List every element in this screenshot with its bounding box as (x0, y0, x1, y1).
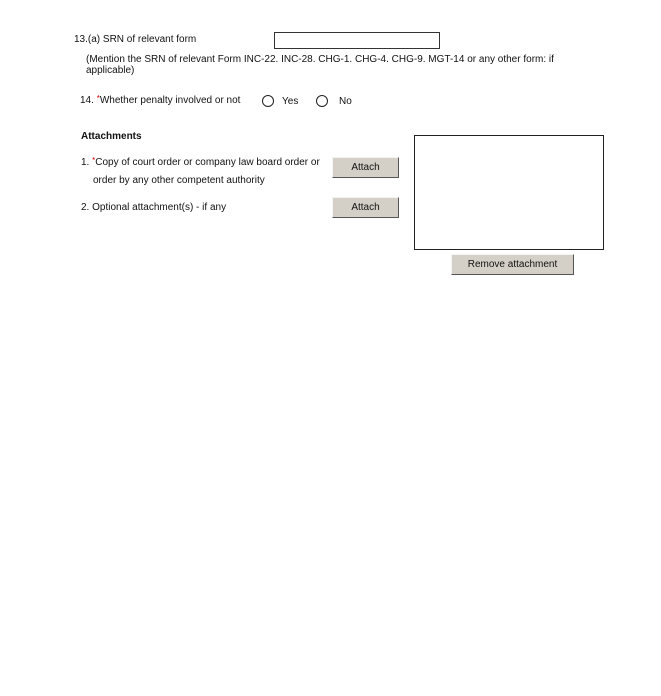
srn-note-line1: (Mention the SRN of relevant Form INC-22. INC-28. CHG-1. CHG-4. CHG-9. MGT-14 or any other form: if (86, 54, 554, 65)
attach-button-1[interactable]: Attach (332, 157, 399, 178)
attach-button-2[interactable]: Attach (332, 197, 399, 218)
penalty-question-label: Whether penalty involved or not (99, 95, 241, 106)
attachment-item-1-line1: Copy of court order or company law board order or (95, 157, 320, 168)
attachment-item-1-line2: order by any other competent authority (93, 175, 265, 186)
attachment-item-2: 2. Optional attachment(s) - if any (81, 202, 227, 213)
attachment-list-box[interactable] (414, 135, 604, 250)
required-marker: * (92, 156, 96, 165)
penalty-yes-radio[interactable] (262, 95, 274, 107)
penalty-no-radio[interactable] (316, 95, 328, 107)
penalty-no-label: No (339, 96, 352, 107)
penalty-question-number: 14. (80, 95, 94, 106)
attachment-item-1 (81, 157, 320, 168)
srn-input[interactable] (274, 32, 440, 49)
attachment-item-1-number: 1. (81, 157, 90, 168)
attachments-heading: Attachments (81, 131, 142, 142)
required-marker: * (96, 94, 100, 103)
srn-note-line2: applicable) (86, 65, 135, 76)
srn-label: 13.(a) SRN of relevant form (74, 34, 197, 45)
remove-attachment-button[interactable]: Remove attachment (451, 254, 574, 275)
penalty-question (80, 95, 240, 106)
penalty-yes-label: Yes (282, 96, 299, 107)
